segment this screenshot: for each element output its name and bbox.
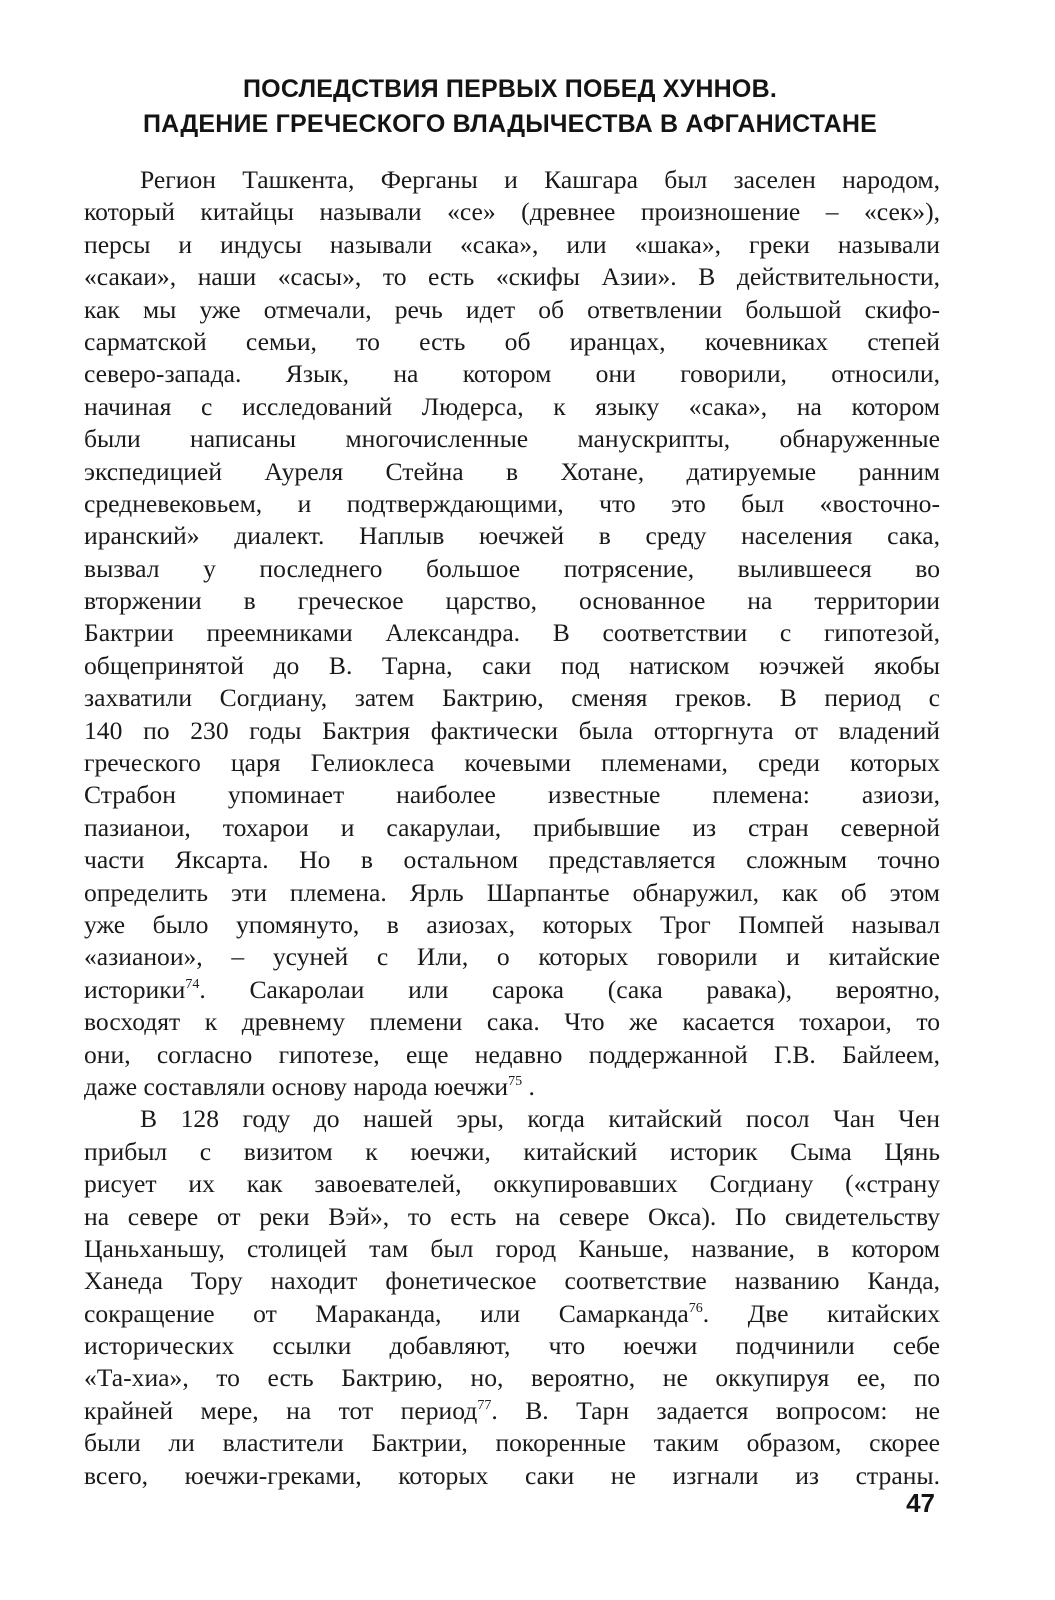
text-line: сарматской семьи, то есть об иранцах, кочевниках степей bbox=[84, 326, 940, 356]
text-line: уже было упомянуто, в азиозах, которых Трог Помпей называл bbox=[84, 909, 940, 939]
text-line bbox=[84, 1071, 940, 1103]
text-line: Регион Ташкента, Ферганы и Кашгара был заселен народом, bbox=[140, 165, 940, 194]
text-line: иранский» диалект. Наплыв юечжей в среду населения сака, bbox=[84, 521, 940, 551]
text-run: сокращение от Мараканда, или Самарканда bbox=[84, 1298, 689, 1328]
heading-line-2: ПАДЕНИЕ ГРЕЧЕСКОГО ВЛАДЫЧЕСТВА В АФГАНИСТАНЕ bbox=[143, 110, 877, 138]
text-line: вторжении в греческое царство, основанное на территории bbox=[84, 586, 940, 616]
chapter-heading bbox=[80, 72, 940, 142]
text-line: «азианои», – усуней с Или, о которых говорили и китайские bbox=[84, 942, 940, 972]
text-line bbox=[84, 1395, 940, 1427]
body-text bbox=[84, 164, 940, 1492]
text-run: . В. Тарн задается вопросом: не bbox=[491, 1395, 940, 1425]
text-line: они, согласно гипотезе, еще недавно поддержанной Г.В. Байлеем, bbox=[84, 1039, 940, 1069]
text-line: «сакаи», наши «сасы», то есть «скифы Азии». В действительности, bbox=[84, 262, 940, 292]
text-line: части Яксарта. Но в остальном представляется сложным точно bbox=[84, 845, 940, 875]
paragraph-2 bbox=[84, 1103, 940, 1492]
text-line bbox=[84, 1298, 940, 1330]
text-run: историки bbox=[84, 974, 186, 1004]
text-line: пазианои, тохарои и сакарулаи, прибывшие из стран северной bbox=[84, 812, 940, 842]
text-line: Цаньханьшу, столицей там был город Каньше, название, в котором bbox=[84, 1233, 940, 1263]
footnote-ref-74: 74 bbox=[185, 976, 200, 992]
text-line: вызвал у последнего большое потрясение, вылившееся во bbox=[84, 553, 940, 583]
text-line: общепринятой до В. Тарна, саки под натиском юэчжей якобы bbox=[84, 650, 940, 680]
footnote-ref-76: 76 bbox=[688, 1300, 703, 1316]
paragraph-1 bbox=[84, 164, 940, 1103]
text-line: который китайцы называли «се» (древнее произношение – «сек»), bbox=[84, 197, 940, 227]
text-line: Страбон упоминает наиболее известные племена: азиози, bbox=[84, 780, 940, 810]
text-line: как мы уже отмечали, речь идет об ответвлении большой скифо- bbox=[84, 294, 940, 324]
text-line: рисует их как завоевателей, оккупировавших Согдиану («страну bbox=[84, 1169, 940, 1199]
text-line: персы и индусы называли «сака», или «шака», греки называли bbox=[84, 229, 940, 259]
text-run: . Две китайских bbox=[702, 1298, 940, 1328]
text-line: были написаны многочисленные манускрипты, обнаруженные bbox=[84, 424, 940, 454]
text-run: крайней мере, на тот период bbox=[84, 1395, 478, 1425]
text-line: Бактрии преемниками Александра. В соответствии с гипотезой, bbox=[84, 618, 940, 648]
text-line: определить эти племена. Ярль Шарпантье обнаружил, как об этом bbox=[84, 877, 940, 907]
text-line: захватили Согдиану, затем Бактрию, сменяя греков. В период с bbox=[84, 683, 940, 713]
page-number: 47 bbox=[906, 1488, 935, 1518]
footnote-ref-77: 77 bbox=[477, 1397, 492, 1413]
text-line: прибыл с визитом к юечжи, китайский историк Сыма Цянь bbox=[84, 1136, 940, 1166]
text-line: северо-запада. Язык, на котором они говорили, относили, bbox=[84, 359, 940, 389]
text-line: средневековьем, и подтверждающими, что это был «восточно- bbox=[84, 488, 940, 518]
text-line: В 128 году до нашей эры, когда китайский посол Чан Чен bbox=[140, 1104, 940, 1134]
text-line: 140 по 230 годы Бактрия фактически была отторгнута от владений bbox=[84, 715, 940, 745]
text-line: были ли властители Бактрии, покоренные таким образом, скорее bbox=[84, 1428, 940, 1458]
text-line: на севере от реки Вэй», то есть на севере Окса). По свидетельству bbox=[84, 1201, 940, 1231]
text-line: греческого царя Гелиоклеса кочевыми племенами, среди которых bbox=[84, 748, 940, 778]
text-line: исторических ссылки добавляют, что юечжи подчинили себе bbox=[84, 1331, 940, 1361]
heading-line-1: ПОСЛЕДСТВИЯ ПЕРВЫХ ПОБЕД ХУННОВ. bbox=[243, 75, 777, 103]
text-line: Ханеда Тору находит фонетическое соответствие названию Канда, bbox=[84, 1266, 940, 1296]
text-line bbox=[84, 974, 940, 1006]
text-line: экспедицией Ауреля Стейна в Хотане, датируемые ранним bbox=[84, 456, 940, 486]
text-run: . bbox=[522, 1071, 535, 1101]
text-line: восходят к древнему племени сака. Что же касается тохарои, то bbox=[84, 1007, 940, 1037]
footnote-ref-75: 75 bbox=[508, 1073, 523, 1089]
text-line: начиная с исследований Людерса, к языку «сака», на котором bbox=[84, 391, 940, 421]
text-line: «Та-хиа», то есть Бактрию, но, вероятно, не оккупируя ее, по bbox=[84, 1363, 940, 1393]
text-run: . Сакаролаи или сарока (сака равака), вероятно, bbox=[199, 974, 940, 1004]
text-line: всего, юечжи-греками, которых саки не изгнали из страны. bbox=[84, 1460, 940, 1490]
text-run: даже составляли основу народа юечжи bbox=[84, 1071, 509, 1101]
